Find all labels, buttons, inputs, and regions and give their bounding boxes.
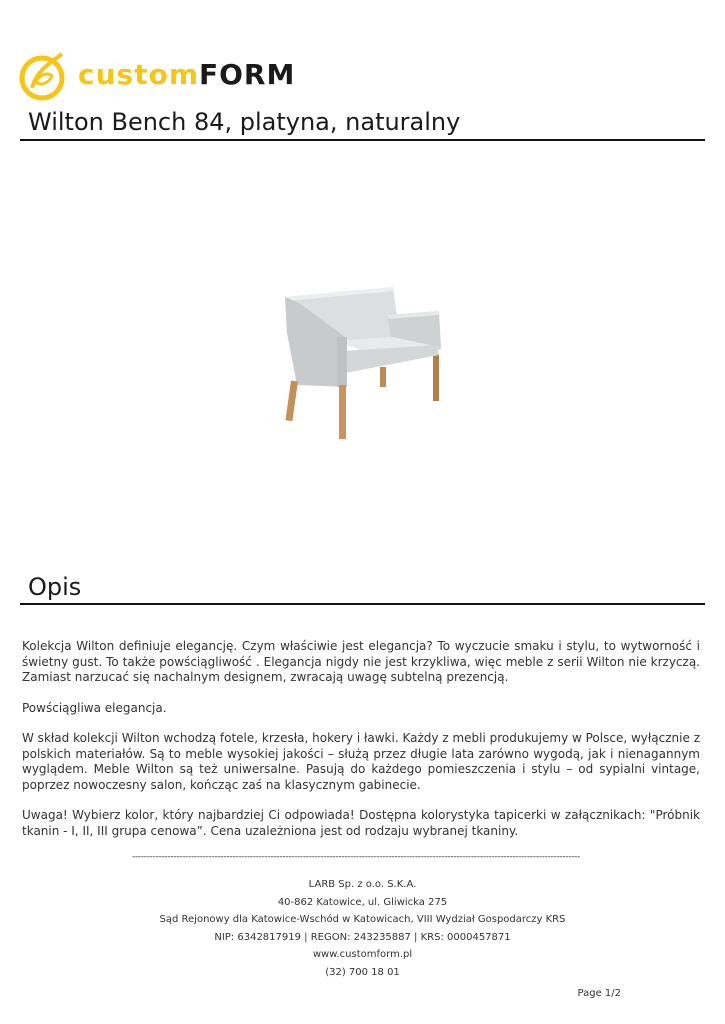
page-number: Page 1/2	[577, 988, 621, 999]
description-paragraph: Uwaga! Wybierz kolor, który najbardziej Ci odpowiada! Dostępna kolorystyka tapicerki w załącznikach: "Próbnik tkanin - I, II, III grupa cenowa”. Cena uzależniona jest od rodzaju wybranej tkaniny.	[22, 808, 700, 838]
description-paragraph: W skład kolekcji Wilton wchodzą fotele, krzesła, hokery i ławki. Każdy z mebli produkujemy w Polsce, wyłącznie z polskich materiałów. Są to meble wysokiej jakości – służą przez długie lata zarówno wygodą, jak i nienagannym wyglądem. Meble Wilton są też uniwersalne. Pasują do każdego pomieszczenia i stylu – od sypialni vintage, poprzez nowoczesny salon, kończąc zaś na klasycznym gabinecie.	[22, 731, 700, 792]
footer-ids: NIP: 6342817919 | REGON: 243235887 | KRS: 0000457871	[214, 931, 511, 943]
description-text	[22, 639, 700, 854]
product-title: Wilton Bench 84, platyna, naturalny	[28, 108, 461, 136]
footer-company: LARB Sp. z o.o. S.K.A.	[308, 879, 417, 890]
brand-logo[interactable]	[18, 48, 296, 108]
footer-divider: --------------------------------------------------------------------------------------------------------------------------------------------------------	[132, 852, 581, 862]
leaf-circle-icon	[18, 48, 68, 106]
footer-address: 40-862 Katowice, ul. Gliwicka 275	[277, 896, 448, 908]
footer-court: Sąd Rejonowy dla Katowice-Wschód w Katowicach, VIII Wydział Gospodarczy KRS	[159, 914, 566, 925]
description-paragraph: Kolekcja Wilton definiuje elegancję. Czym właściwie jest elegancja? To wyczucie smaku i stylu, to wytworność i świetny gust. To także powściągliwość . Elegancja nigdy nie jest krzykliwa, więc meble z serii Wilton nie krzyczą. Zamiast narzucać się nachalnym designem, zwracają uwagę subtelną prezencją.	[22, 639, 700, 684]
section-heading: Opis	[28, 573, 82, 601]
footer-phone: (32) 700 18 01	[325, 966, 400, 978]
bench-image	[275, 275, 450, 445]
logo-wordmark	[78, 58, 295, 91]
logo-form: FORM	[199, 58, 296, 91]
description-paragraph: Powściągliwa elegancja.	[22, 700, 167, 715]
title-divider	[20, 139, 705, 141]
footer	[0, 876, 725, 981]
footer-website[interactable]: www.customform.pl	[312, 949, 413, 960]
logo-custom: custom	[78, 58, 199, 91]
section-divider	[20, 603, 705, 605]
